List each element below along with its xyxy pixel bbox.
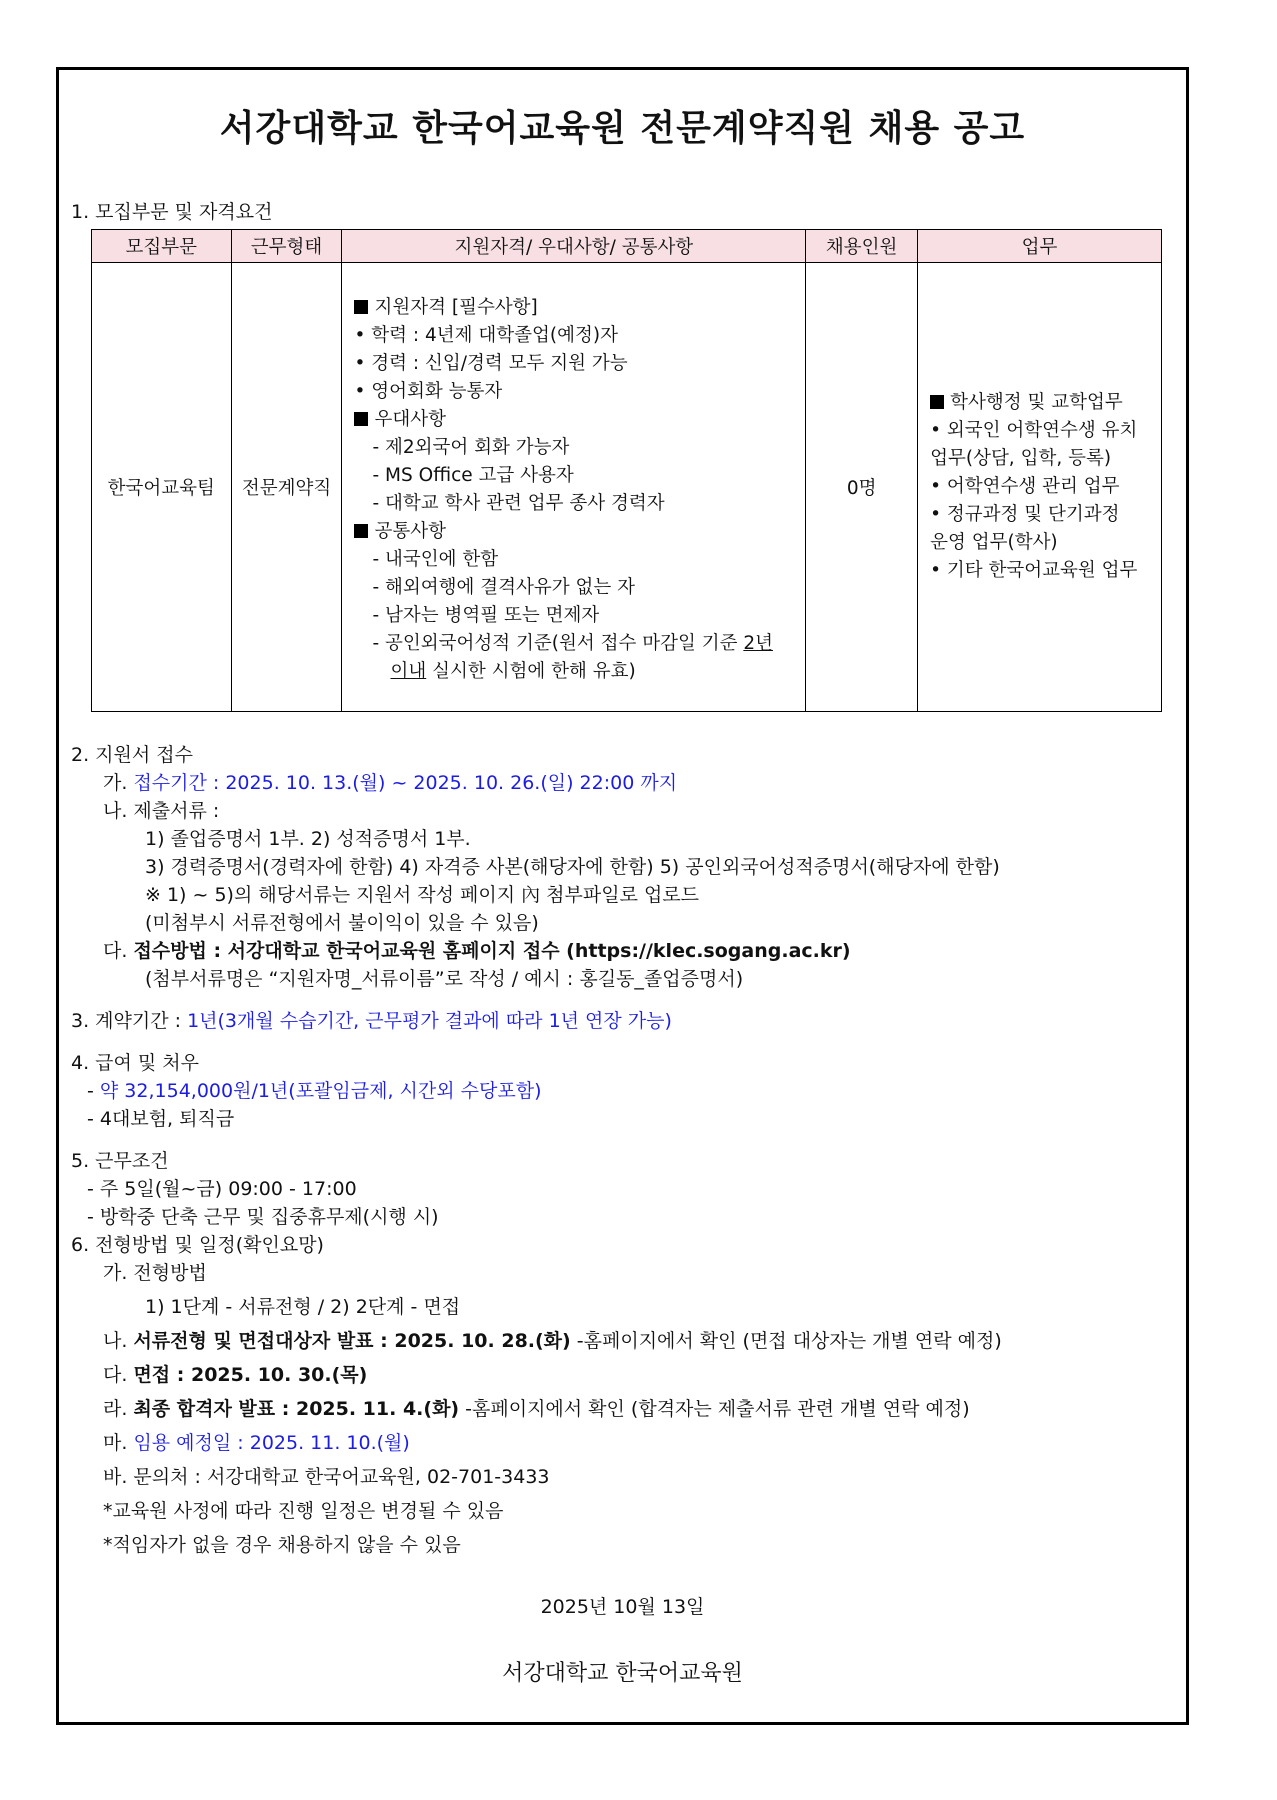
list-item: 이내 실시한 시험에 한해 유효) [390, 661, 636, 682]
list-item: • 외국인 어학연수생 유치 [930, 420, 1138, 441]
documents-heading: 나. 제출서류 : [103, 800, 220, 822]
list-item: - 대학교 학사 관련 업무 종사 경력자 [372, 493, 665, 514]
attachment-naming-note: (첨부서류명은 “지원자명_서류이름”로 작성 / 예시 : 홍길동_졸업증명서) [145, 968, 744, 990]
document-result-announcement: 나. 서류전형 및 면접대상자 발표 : 2025. 10. 28.(화) -홈페이지에서 확인 (면접 대상자는 개별 연락 예정) [103, 1330, 1002, 1352]
header-qualification: 지원자격/ 우대사항/ 공통사항 [342, 230, 806, 263]
list-item: 운영 업무(학사) [930, 532, 1058, 553]
list-item: - 공인외국어성적 기준(원서 접수 마감일 기준 2년 [372, 633, 773, 654]
page-title: 서강대학교 한국어교육원 전문계약직원 채용 공고 [219, 108, 1026, 149]
cell-count: 0명 [806, 263, 918, 712]
work-hours: - 주 5일(월~금) 09:00 - 17:00 [87, 1178, 357, 1200]
section-4-heading: 4. 급여 및 처우 [71, 1052, 200, 1074]
square-bullet-icon [930, 395, 944, 409]
header-count: 채용인원 [806, 230, 918, 263]
documents-line-1: 1) 졸업증명서 1부. 2) 성적증명서 1부. [145, 828, 471, 850]
section-3-contract: 3. 계약기간 : 1년(3개월 수습기간, 근무평가 결과에 따라 1년 연장 가능) [71, 1010, 672, 1032]
section-5-heading: 5. 근무조건 [71, 1150, 169, 1172]
list-item: - 남자는 병역필 또는 면제자 [372, 605, 600, 626]
selection-method-heading: 가. 전형방법 [103, 1262, 207, 1284]
list-item: • 영어회화 능통자 [354, 381, 503, 402]
no-hire-note: *적임자가 없을 경우 채용하지 않을 수 있음 [103, 1534, 461, 1556]
list-item: • 학력 : 4년제 대학졸업(예정)자 [354, 325, 618, 346]
schedule-change-note: *교육원 사정에 따라 진행 일정은 변경될 수 있음 [103, 1500, 504, 1522]
cell-qualification [342, 263, 806, 712]
selection-steps: 1) 1단계 - 서류전형 / 2) 2단계 - 면접 [145, 1296, 461, 1318]
organization-name: 서강대학교 한국어교육원 [502, 1661, 743, 1686]
contact-info: 바. 문의처 : 서강대학교 한국어교육원, 02-701-3433 [103, 1466, 550, 1488]
section-6-heading: 6. 전형방법 및 일정(확인요망) [71, 1234, 324, 1256]
qual-common-heading: 공통사항 [354, 518, 795, 546]
benefits: - 4대보험, 퇴직금 [87, 1108, 235, 1130]
section-2-heading: 2. 지원서 접수 [71, 744, 193, 766]
square-bullet-icon [354, 524, 368, 538]
duty-heading: 학사행정 및 교학업무 [930, 389, 1149, 417]
header-duty: 업무 [918, 230, 1162, 263]
list-item: 업무(상담, 입학, 등록) [930, 448, 1112, 469]
notice-frame [56, 67, 1189, 1725]
qual-preferred-heading: 우대사항 [354, 406, 795, 434]
list-item: - MS Office 고급 사용자 [372, 465, 574, 486]
cell-type: 전문계약직 [231, 263, 342, 712]
appointment-date: 마. 임용 예정일 : 2025. 11. 10.(월) [103, 1432, 410, 1454]
documents-note: ※ 1) ~ 5)의 해당서류는 지원서 작성 페이지 內 첨부파일로 업로드 [145, 884, 700, 906]
application-period: 가. 접수기간 : 2025. 10. 13.(월) ~ 2025. 10. 26.(일) 22:00 까지 [103, 772, 678, 794]
qual-required-heading: 지원자격 [필수사항] [354, 294, 795, 322]
list-item: - 내국인에 한함 [372, 549, 499, 570]
vacation-schedule: - 방학중 단축 근무 및 집중휴무제(시행 시) [87, 1206, 439, 1228]
list-item: • 기타 한국어교육원 업무 [930, 560, 1138, 581]
list-item: - 제2외국어 회화 가능자 [372, 437, 570, 458]
table-row [92, 263, 1162, 712]
application-method: 다. 접수방법 : 서강대학교 한국어교육원 홈페이지 접수 (https://klec.sogang.ac.kr) [103, 940, 851, 962]
notice-date: 2025년 10월 13일 [540, 1596, 705, 1618]
list-item: • 어학연수생 관리 업무 [930, 476, 1120, 497]
list-item: • 경력 : 신입/경력 모두 지원 가능 [354, 353, 628, 374]
header-type: 근무형태 [231, 230, 342, 263]
documents-note-2: (미첨부시 서류전형에서 불이익이 있을 수 있음) [145, 912, 539, 934]
section-1-heading: 1. 모집부문 및 자격요건 [71, 201, 273, 223]
list-item: • 정규과정 및 단기과정 [930, 504, 1120, 525]
square-bullet-icon [354, 412, 368, 426]
final-result-announcement: 라. 최종 합격자 발표 : 2025. 11. 4.(화) -홈페이지에서 확인 (합격자는 제출서류 관련 개별 연락 예정) [103, 1398, 970, 1420]
requirements-table [91, 229, 1162, 712]
cell-dept: 한국어교육팀 [92, 263, 232, 712]
list-item: - 해외여행에 결격사유가 없는 자 [372, 577, 636, 598]
interview-date: 다. 면접 : 2025. 10. 30.(목) [103, 1364, 368, 1386]
salary: - 약 32,154,000원/1년(포괄임금제, 시간외 수당포함) [87, 1080, 542, 1102]
square-bullet-icon [354, 300, 368, 314]
documents-line-2: 3) 경력증명서(경력자에 한함) 4) 자격증 사본(해당자에 한함) 5) 공인외국어성적증명서(해당자에 한함) [145, 856, 1000, 878]
header-dept: 모집부문 [92, 230, 232, 263]
table-header-row [92, 230, 1162, 263]
cell-duty [918, 263, 1162, 712]
